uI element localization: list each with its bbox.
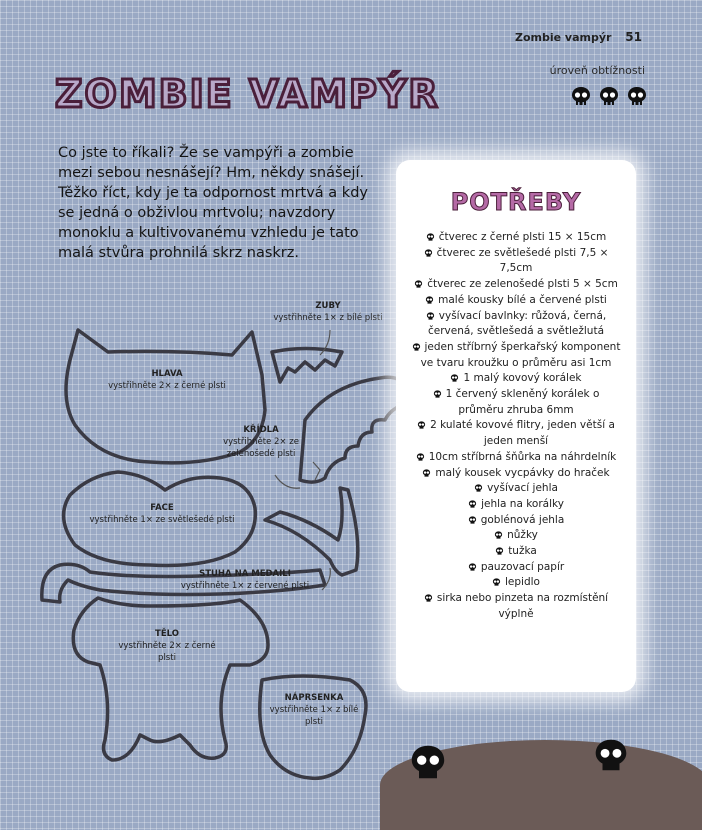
supply-item-text: pauzovací papír	[480, 560, 565, 573]
label-naprsenka	[264, 692, 364, 728]
label-zuby-text: vystřihněte 1× z bílé plsti	[273, 313, 383, 323]
supply-item-text: nůžky	[507, 529, 538, 542]
skull-bullet-icon	[474, 484, 483, 492]
skull-icon	[408, 744, 448, 780]
supply-item	[410, 418, 622, 449]
supply-item	[410, 450, 622, 466]
skull-bullet-icon	[426, 312, 435, 320]
skull-icon	[592, 738, 630, 772]
label-naprsenka-text: vystřihněte 1× z bílé plsti	[269, 705, 359, 727]
skull-bullet-icon	[468, 500, 477, 508]
skull-bullet-icon	[422, 469, 431, 477]
supply-item-text: čtverec z černé plsti 15 × 15cm	[438, 231, 607, 243]
supply-item-text: 1 červený skleněný korálek o průměru zhruba 6mm	[445, 388, 600, 416]
supply-item-text: lepidlo	[505, 576, 540, 589]
supply-item	[410, 544, 622, 560]
label-hlava	[92, 368, 242, 392]
supply-item	[410, 230, 622, 246]
label-kridla-text: vystřihněte 2× ze zelenošedé plsti	[223, 437, 299, 459]
label-face	[82, 502, 242, 526]
label-stuha-title: STUHA NA MEDAILI	[199, 569, 291, 579]
label-stuha-text: vystřihněte 1× z červené plsti	[180, 581, 310, 591]
label-telo	[112, 628, 222, 664]
supply-item-text: jehla na korálky	[481, 497, 564, 510]
skull-bullet-icon	[468, 516, 477, 524]
supplies-card	[396, 160, 636, 692]
supply-item-text: 10cm stříbrná šňůrka na náhrdelník	[428, 450, 617, 463]
supply-item-text: vyšívací bavlnky: růžová, černá, červená, světlešedá a světležlutá	[427, 309, 607, 338]
supply-item-text: vyšívací jehla	[487, 482, 558, 495]
supply-item	[410, 293, 622, 309]
supply-item	[410, 513, 622, 529]
label-hlava-text: vystřihněte 2× z černé plsti	[108, 381, 226, 391]
label-hlava-title: HLAVA	[151, 369, 183, 379]
skull-bullet-icon	[417, 421, 426, 429]
supply-item	[410, 371, 622, 387]
supply-item-text: jeden stříbrný šperkařský komponent ve tvaru kroužku o průměru asi 1cm	[420, 340, 621, 369]
skull-bullet-icon	[414, 280, 423, 288]
supply-item	[410, 575, 622, 591]
supply-item	[410, 246, 622, 277]
supply-item	[410, 387, 622, 418]
skull-bullet-icon	[433, 390, 442, 398]
supply-item-text: malé kousky bílé a červené plsti	[438, 293, 607, 306]
label-face-title: FACE	[150, 503, 174, 513]
supply-item	[410, 466, 622, 482]
supply-item	[410, 497, 622, 513]
difficulty-label: úroveň obtížnosti	[549, 64, 645, 77]
body-pattern-outline	[73, 598, 268, 760]
skull-bullet-icon	[468, 563, 477, 571]
supply-item-text: 2 kulaté kovové flitry, jeden větší a jeden menší	[430, 419, 615, 448]
label-zuby	[268, 300, 388, 324]
supply-item	[410, 528, 622, 544]
supply-item-text: čtverec ze světlešedé plsti 7,5 × 7,5cm	[436, 246, 609, 275]
supply-item-text: malý kousek vycpávky do hraček	[435, 466, 610, 479]
skull-bullet-icon	[424, 594, 433, 602]
supplies-list	[396, 230, 636, 623]
skull-bullet-icon	[424, 249, 433, 257]
supply-item	[410, 309, 622, 340]
skull-bullet-icon	[426, 233, 435, 241]
supplies-heading: POTŘEBY	[450, 188, 582, 216]
supply-item-text: čtverec ze zelenošedé plsti 5 × 5cm	[427, 278, 618, 291]
supply-item-text: 1 malý kovový korálek	[463, 372, 582, 385]
supply-item-text: tužka	[508, 545, 537, 558]
supply-item	[410, 340, 622, 371]
label-stuha	[160, 568, 330, 592]
skull-bullet-icon	[450, 374, 459, 382]
skull-bullet-icon	[412, 343, 421, 351]
label-face-text: vystřihněte 1× ze světlešedé plsti	[89, 515, 235, 525]
wing-pattern-outline	[300, 377, 405, 482]
skull-bullet-icon	[492, 578, 501, 586]
supply-item-text: sirka nebo pinzeta na rozmístění výplně	[436, 592, 609, 620]
teeth-pattern-outline	[272, 349, 342, 383]
page-number: 51	[625, 30, 642, 44]
label-telo-title: TĚLO	[155, 629, 179, 639]
label-naprsenka-title: NÁPRSENKA	[284, 693, 344, 703]
section-title: Zombie vampýr	[514, 31, 612, 44]
label-zuby-title: ZUBY	[315, 301, 341, 311]
supply-item	[410, 481, 622, 497]
supply-item-text: goblénová jehla	[480, 513, 565, 526]
skull-bullet-icon	[416, 453, 425, 461]
label-telo-text: vystřihněte 2× z černé plsti	[118, 641, 216, 663]
supply-item	[410, 591, 622, 622]
wing-small-pattern-outline	[265, 488, 358, 575]
label-kridla-title: KŘÍDLA	[243, 425, 279, 435]
supply-item	[410, 277, 622, 293]
intro-paragraph: Co jste to říkali? Že se vampýři a zombie mezi sebou nesnášejí? Hm, někdy snášejí. Těžko říct, kdy je ta odpornost mrtvá a kdy se jedná o obživlou mrtvolu; navzdory monoklu a kultivovanému vzhledu je tato malá stvůra prohnilá skrz naskrz.	[58, 144, 368, 261]
skull-bullet-icon	[495, 547, 504, 555]
skull-bullet-icon	[494, 531, 503, 539]
label-kridla	[216, 424, 306, 460]
supply-item	[410, 560, 622, 576]
page-title: ZOMBIE VAMPÝR	[55, 72, 440, 116]
skull-bullet-icon	[425, 296, 434, 304]
